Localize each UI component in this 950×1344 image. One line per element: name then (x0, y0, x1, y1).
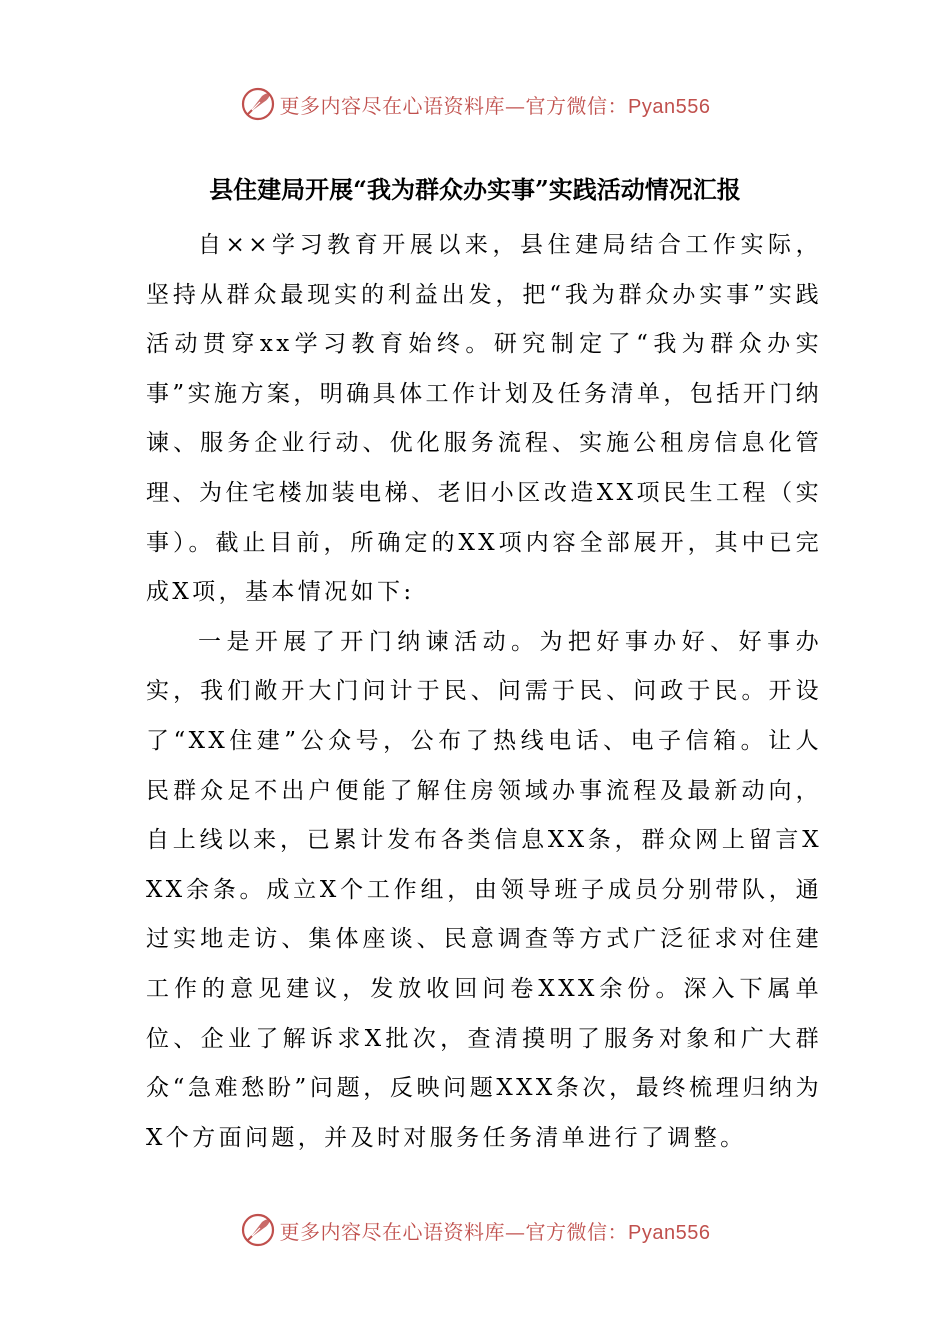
header-banner-content (240, 86, 711, 122)
header-banner (0, 84, 950, 124)
footer-banner (0, 1210, 950, 1250)
promo-text (280, 1216, 711, 1245)
promo-label: 更多内容尽在心语资料库—官方微信： (279, 93, 629, 118)
paragraph: 自××学习教育开展以来，县住建局结合工作实际，坚持从群众最现实的利益出发，把“我为群众办实事”实践活动贯穿xx学习教育始终。研究制定了“我为群众办实事”实施方案，明确具体工作计划及任务清单，包括开门纳谏、服务企业行动、优化服务流程、实施公租房信息化管理、为住宅楼加装电梯、老旧小区改造XX项民生工程（实事）。截止目前，所确定的XX项内容全部展开，其中已完成X项，基本情况如下: (146, 232, 822, 606)
paragraph: 一是开展了开门纳谏活动。为把好事办好、好事办实，我们敞开大门问计于民、问需于民、问政于民。开设了“XX住建”公众号，公布了热线电话、电子信箱。让人民群众足不出户便能了解住房领域办事流程及最新动向，自上线以来，已累计发布各类信息XX条，群众网上留言XXX余条。成立X个工作组，由领导班子成员分别带队，通过实地走访、集体座谈、民意调查等方式广泛征求对住建工作的意见建议，发放收回问卷XXX余份。深入下属单位、企业了解诉求X批次，查清摸明了服务对象和广大群众“急难愁盼”问题，反映问题XXX条次，最终梳理归纳为X个方面问题，并及时对服务任务清单进行了调整。 (146, 628, 822, 1151)
document-title: 县住建局开展“我为群众办实事”实践活动情况汇报 (209, 175, 741, 204)
wechat-id: Pyan556 (628, 1221, 711, 1244)
wechat-id: Pyan556 (628, 95, 711, 118)
quill-pen-logo-icon (240, 86, 276, 122)
quill-pen-logo-icon (240, 1212, 276, 1248)
promo-text (280, 90, 711, 119)
footer-banner-content (240, 1212, 711, 1248)
promo-label: 更多内容尽在心语资料库—官方微信： (279, 1219, 629, 1244)
document-body (146, 221, 822, 1163)
